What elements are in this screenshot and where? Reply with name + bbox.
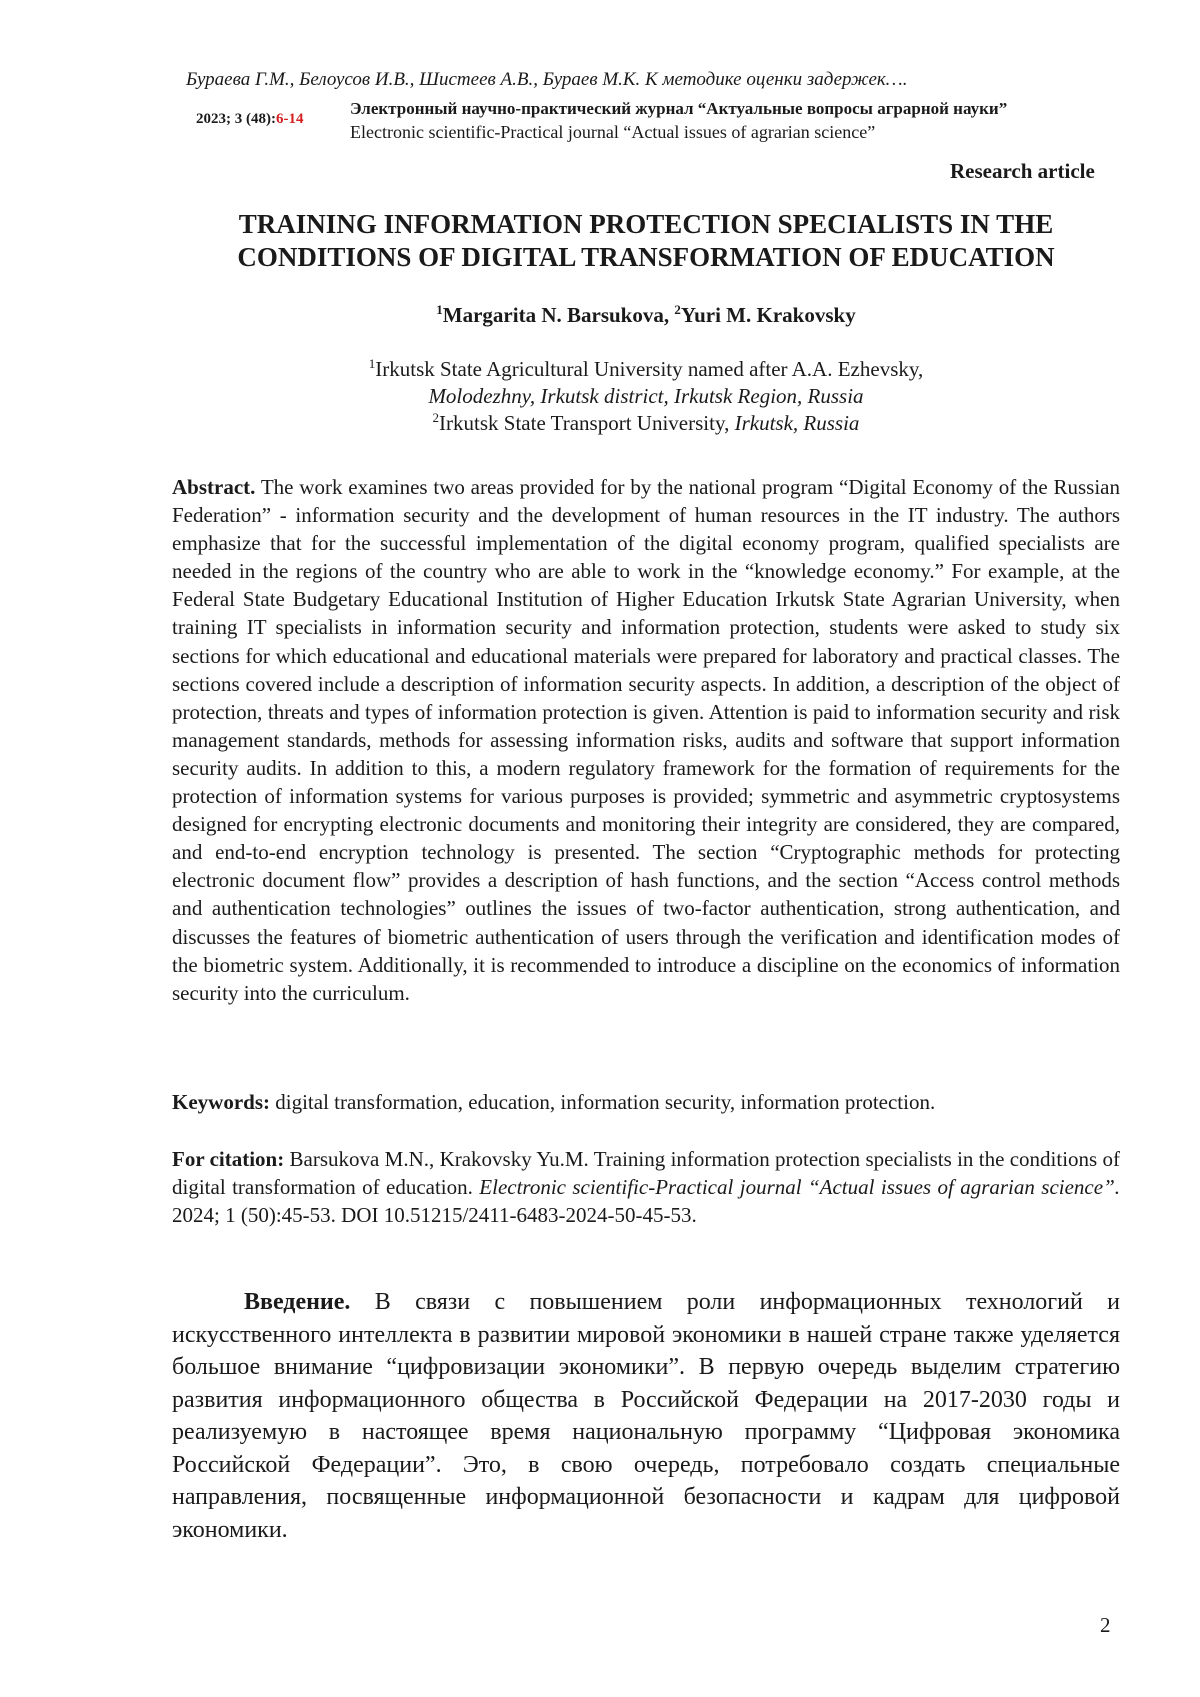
author-1-superscript: 1 <box>436 302 443 317</box>
introduction-label: Введение. <box>244 1289 351 1315</box>
affiliation-1-location: Molodezhny, Irkutsk district, Irkutsk Region, Russia <box>428 384 864 408</box>
citation <box>172 1145 1120 1229</box>
keywords <box>172 1088 1120 1116</box>
citation-text: Barsukova M.N., Krakovsky Yu.M. Training information protection specialists in the conditions of digital transformation of education. <box>172 1147 1121 1199</box>
affiliation-1-name: Irkutsk State Agricultural University named after A.A. Ezhevsky, <box>375 357 924 381</box>
keywords-label: Keywords: <box>172 1090 270 1114</box>
author-2-superscript: 2 <box>674 302 681 317</box>
abstract <box>172 473 1120 1007</box>
affiliation-1-superscript: 1 <box>368 356 376 371</box>
journal-title-en: Electronic scientific-Practical journal “Actual issues of agrarian science” <box>350 122 876 142</box>
citation-doi: 2024; 1 (50):45-53. DOI 10.51215/2411-6483-2024-50-45-53. <box>172 1203 697 1227</box>
introduction-text: В связи с повышением роли информационных технологий и искусственного интеллекта в развитии мировой экономики в нашей стране также уделяется большое внимание “цифровизации экономики”. В первую очередь выделим стратегию развития информационного общества в Российской Федерации на 2017-2030 годы и реализуемую в настоящее время национальную программу “Цифровая экономика Российской Федерации”. Это, в свою очередь, потребовало создать специальные направления, посвященные информационной безопасности и кадрам для цифровой экономики. <box>172 1289 1120 1543</box>
abstract-label: Abstract. <box>172 475 256 499</box>
affiliation-2 <box>172 410 1120 437</box>
citation-journal: Electronic scientific-Practical journal “Actual issues of agrarian science”. <box>479 1175 1121 1199</box>
affiliation-1 <box>172 356 1120 383</box>
journal-title-ru: Электронный научно-практический журнал “Актуальные вопросы аграрной науки” <box>350 99 1008 118</box>
issue-pages: 6-14 <box>275 111 304 127</box>
author-1-name: Margarita N. Barsukova, <box>442 303 670 327</box>
keywords-text: digital transformation, education, information security, information protection. <box>275 1090 936 1114</box>
page-number: 2 <box>1100 1613 1111 1637</box>
introduction-paragraph <box>172 1286 1120 1546</box>
article-title: TRAINING INFORMATION PROTECTION SPECIALISTS IN THE CONDITIONS OF DIGITAL TRANSFORMATION OF EDUCATION <box>237 209 1055 272</box>
author-2-name: Yuri M. Krakovsky <box>680 303 856 327</box>
affiliations <box>172 356 1120 437</box>
issue-volume: 2023; 3 (48): <box>196 111 276 127</box>
citation-label: For citation: <box>172 1147 285 1171</box>
affiliation-2-superscript: 2 <box>432 410 440 425</box>
issue-reference <box>196 111 303 128</box>
affiliation-2-location: Irkutsk, Russia <box>734 411 860 435</box>
author-list <box>172 303 1120 328</box>
article-type: Research article <box>950 159 1095 183</box>
running-head: Бураева Г.М., Белоусов И.В., Шистеев А.В., Бураев М.К. К методике оценки задержек…. <box>186 69 908 90</box>
abstract-text: The work examines two areas provided for by the national program “Digital Economy of the Russian Federation” - information security and the development of human resources in the IT industry. The authors emphasize that for the successful implementation of the digital economy program, qualified specialists are needed in the regions of the country who are able to work in the “knowledge economy.” For example, at the Federal State Budgetary Educational Institution of Higher Education Irkutsk State Agrarian University, when training IT specialists in information security and information protection, students were asked to study six sections for which educational and educational materials were prepared for laboratory and practical classes. The sections covered include a description of information security aspects. In addition, a description of the object of protection, threats and types of information protection is given. Attention is paid to information security and risk management standards, methods for assessing information risks, audits and software that support information security audits. In addition to this, a modern regulatory framework for the formation of requirements for the protection of information systems for various purposes is provided; symmetric and asymmetric cryptosystems designed for encrypting electronic documents and monitoring their integrity are considered, they are compared, and end-to-end encryption technology is presented. The section “Cryptographic methods for protecting electronic document flow” provides a description of hash functions, and the section “Access control methods and authentication technologies” outlines the issues of two-factor authentication, strong authentication, and discusses the features of biometric authentication of users through the verification and identification modes of the biometric system. Additionally, it is recommended to introduce a discipline on the economics of information security into the curriculum. <box>172 475 1120 1005</box>
affiliation-2-name: Irkutsk State Transport University, <box>439 411 730 435</box>
